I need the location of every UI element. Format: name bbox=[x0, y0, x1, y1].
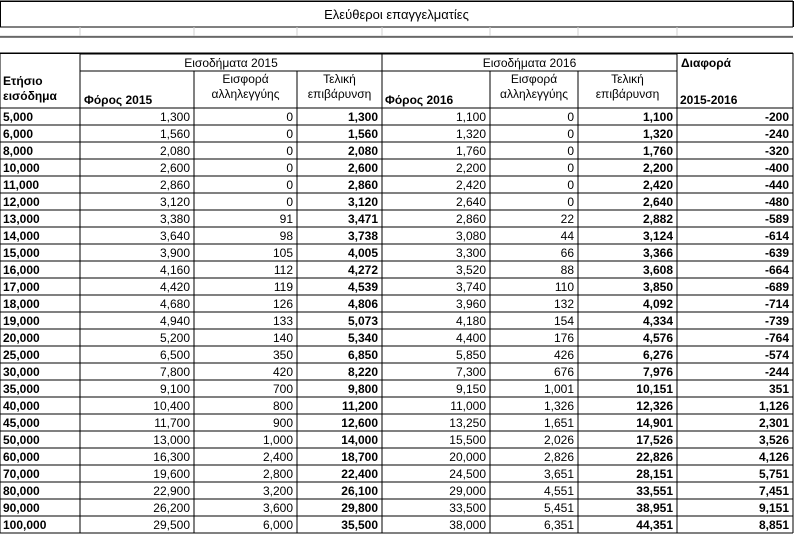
tax-2016-cell: 3,740 bbox=[455, 279, 486, 294]
tax-2015-cell: 22,900 bbox=[153, 483, 190, 498]
income-cell: 5,000 bbox=[3, 109, 34, 124]
solidarity-2016-cell: 2,026 bbox=[543, 432, 574, 447]
total-2015-cell: 2,600 bbox=[347, 160, 378, 175]
total-2015-cell: 26,100 bbox=[341, 483, 378, 498]
tax-2015-cell: 10,400 bbox=[153, 398, 190, 413]
total-2016-cell: 17,526 bbox=[636, 432, 673, 447]
solidarity-2015-cell: 6,000 bbox=[262, 517, 293, 532]
solidarity-2016-cell: 110 bbox=[554, 279, 574, 294]
total-2016-cell: 28,151 bbox=[636, 466, 673, 481]
tax-2016-cell: 2,200 bbox=[455, 160, 486, 175]
diff-cell: -764 bbox=[764, 330, 789, 345]
total-2015-cell: 29,800 bbox=[341, 500, 378, 515]
diff-cell: -200 bbox=[764, 109, 789, 124]
income-cell: 80,000 bbox=[3, 483, 40, 498]
group-header-2015: Εισοδήματα 2015 bbox=[184, 56, 278, 70]
total-2016-cell: 14,901 bbox=[636, 415, 673, 430]
tax-2015-cell: 4,160 bbox=[159, 262, 190, 277]
solidarity-2015-cell: 350 bbox=[272, 347, 293, 362]
tax-2016-cell: 13,250 bbox=[449, 415, 486, 430]
solidarity-2015-cell: 91 bbox=[279, 211, 293, 226]
total-2016-cell: 6,276 bbox=[642, 347, 673, 362]
total-2016-cell: 4,576 bbox=[642, 330, 673, 345]
solidarity-2016-cell: 88 bbox=[560, 262, 574, 277]
tax-2015-cell: 1,300 bbox=[159, 109, 190, 124]
tax-2015-cell: 19,600 bbox=[153, 466, 190, 481]
solidarity-2016-line2: αλληλεγγύης bbox=[500, 87, 568, 101]
income-cell: 6,000 bbox=[3, 126, 34, 141]
solidarity-2015-cell: 98 bbox=[279, 228, 293, 243]
diff-cell: -480 bbox=[764, 194, 789, 209]
solidarity-2015-cell: 3,600 bbox=[262, 500, 293, 515]
diff-cell: -639 bbox=[764, 245, 789, 260]
total-2015-cell: 4,005 bbox=[347, 245, 378, 260]
tax-2015-cell: 4,420 bbox=[159, 279, 190, 294]
solidarity-2016-cell: 1,326 bbox=[543, 398, 574, 413]
tax-2016-cell: 20,000 bbox=[449, 449, 486, 464]
tax-2015-cell: 1,560 bbox=[159, 126, 190, 141]
total-2015-cell: 2,080 bbox=[347, 143, 378, 158]
diff-cell: -400 bbox=[764, 160, 789, 175]
total-2015-cell: 1,560 bbox=[347, 126, 378, 141]
tax-2016-cell: 2,860 bbox=[455, 211, 486, 226]
total-2015-cell: 22,400 bbox=[341, 466, 378, 481]
tax-2015-cell: 29,500 bbox=[153, 517, 190, 532]
tax-2016-cell: 4,400 bbox=[455, 330, 486, 345]
solidarity-2016-cell: 44 bbox=[560, 228, 574, 243]
tax-2016-cell: 3,300 bbox=[455, 245, 486, 260]
solidarity-2016-cell: 1,001 bbox=[543, 381, 574, 396]
solidarity-2015-cell: 0 bbox=[286, 143, 293, 158]
tax-2016-cell: 3,080 bbox=[455, 228, 486, 243]
solidarity-2016-cell: 0 bbox=[567, 177, 574, 192]
total-2015-cell: 12,600 bbox=[341, 415, 378, 430]
total-2016-cell: 2,882 bbox=[642, 211, 673, 226]
total-2015-cell: 11,200 bbox=[341, 398, 378, 413]
sheet-title: Ελεύθεροι επαγγελματίες bbox=[324, 6, 469, 22]
tax-2015-cell: 3,900 bbox=[159, 245, 190, 260]
tax-2016-cell: 4,180 bbox=[455, 313, 486, 328]
income-cell: 60,000 bbox=[3, 449, 40, 464]
tax-2015-cell: 5,200 bbox=[159, 330, 190, 345]
total-2015-cell: 9,800 bbox=[347, 381, 378, 396]
total-2015-cell: 6,850 bbox=[347, 347, 378, 362]
solidarity-2015-cell: 140 bbox=[272, 330, 293, 345]
solidarity-2015-cell: 420 bbox=[272, 364, 293, 379]
tax-2015-cell: 7,800 bbox=[159, 364, 190, 379]
income-cell: 70,000 bbox=[3, 466, 40, 481]
diff-cell: -440 bbox=[764, 177, 789, 192]
total-2016-cell: 12,326 bbox=[636, 398, 673, 413]
total-2016-cell: 2,640 bbox=[642, 194, 673, 209]
solidarity-2016-cell: 22 bbox=[560, 211, 574, 226]
income-cell: 12,000 bbox=[3, 194, 40, 209]
solidarity-2016-cell: 176 bbox=[553, 330, 574, 345]
diff-cell: -714 bbox=[764, 296, 789, 311]
solidarity-2016-header bbox=[490, 72, 578, 108]
diff-cell: -574 bbox=[764, 347, 789, 362]
total-2016-cell: 2,420 bbox=[642, 177, 673, 192]
total-2016-line1: Τελική bbox=[611, 72, 644, 86]
tax-2016-cell: 9,150 bbox=[455, 381, 486, 396]
solidarity-2016-cell: 154 bbox=[553, 313, 574, 328]
total-2016-cell: 1,100 bbox=[642, 109, 673, 124]
total-2015-cell: 1,300 bbox=[347, 109, 378, 124]
total-2015-cell: 18,700 bbox=[341, 449, 378, 464]
group-header-2016: Εισοδήματα 2016 bbox=[482, 56, 577, 70]
tax-2015-cell: 6,500 bbox=[159, 347, 190, 362]
total-2016-cell: 4,334 bbox=[642, 313, 673, 328]
tax-2015-cell: 2,860 bbox=[159, 177, 190, 192]
total-2016-cell: 10,151 bbox=[636, 381, 673, 396]
tax-2015-cell: 3,120 bbox=[159, 194, 190, 209]
tax-2016-cell: 29,000 bbox=[449, 483, 486, 498]
solidarity-2015-cell: 0 bbox=[286, 194, 293, 209]
income-cell: 45,000 bbox=[3, 415, 40, 430]
tax-2016-cell: 1,100 bbox=[455, 109, 486, 124]
total-2015-line2: επιβάρυνση bbox=[307, 87, 372, 101]
total-2015-cell: 4,539 bbox=[347, 279, 378, 294]
tax-2016-cell: 38,000 bbox=[449, 517, 486, 532]
solidarity-2015-cell: 900 bbox=[272, 415, 293, 430]
solidarity-2016-cell: 3,651 bbox=[543, 466, 574, 481]
tax-2015-cell: 4,940 bbox=[159, 313, 190, 328]
total-2016-cell: 22,826 bbox=[636, 449, 673, 464]
tax-2015-cell: 26,200 bbox=[153, 500, 190, 515]
solidarity-2016-cell: 0 bbox=[567, 160, 574, 175]
tax-2015-cell: 3,640 bbox=[159, 228, 190, 243]
diff-cell: -689 bbox=[764, 279, 789, 294]
tax-2016-cell: 15,500 bbox=[449, 432, 486, 447]
total-2016-cell: 3,850 bbox=[642, 279, 673, 294]
total-2015-cell: 3,471 bbox=[347, 211, 378, 226]
income-cell: 35,000 bbox=[3, 381, 40, 396]
solidarity-2015-cell: 0 bbox=[286, 126, 293, 141]
tax-2016-cell: 5,850 bbox=[455, 347, 486, 362]
solidarity-2015-cell: 0 bbox=[286, 160, 293, 175]
total-2016-cell: 3,366 bbox=[642, 245, 673, 260]
total-2016-cell: 44,351 bbox=[636, 517, 673, 532]
solidarity-2015-cell: 0 bbox=[286, 109, 293, 124]
total-2015-cell: 4,806 bbox=[347, 296, 378, 311]
income-cell: 8,000 bbox=[3, 143, 34, 158]
diff-cell: 1,126 bbox=[758, 398, 789, 413]
diff-header: Διαφορά bbox=[681, 56, 732, 70]
total-2016-cell: 1,760 bbox=[642, 143, 673, 158]
tax-2016-cell: 11,000 bbox=[450, 398, 486, 413]
solidarity-2015-cell: 3,200 bbox=[262, 483, 293, 498]
total-2015-cell: 2,860 bbox=[347, 177, 378, 192]
total-2016-cell: 1,320 bbox=[642, 126, 673, 141]
total-2015-cell: 4,272 bbox=[347, 262, 378, 277]
solidarity-2015-cell: 2,800 bbox=[262, 466, 293, 481]
tax-2016-cell: 24,500 bbox=[449, 466, 486, 481]
solidarity-2015-line1: Εισφορά bbox=[222, 72, 269, 86]
tax-2015-cell: 11,700 bbox=[154, 415, 190, 430]
diff-cell: -664 bbox=[764, 262, 789, 277]
income-cell: 15,000 bbox=[3, 245, 40, 260]
tax-2015-cell: 16,300 bbox=[153, 449, 190, 464]
solidarity-2016-cell: 2,826 bbox=[543, 449, 574, 464]
income-cell: 50,000 bbox=[3, 432, 40, 447]
solidarity-2016-cell: 426 bbox=[553, 347, 574, 362]
solidarity-2015-cell: 0 bbox=[286, 177, 293, 192]
income-cell: 10,000 bbox=[3, 160, 40, 175]
diff-cell: -614 bbox=[764, 228, 789, 243]
diff-cell: 9,151 bbox=[758, 500, 789, 515]
solidarity-2015-line2: αλληλεγγύης bbox=[211, 87, 280, 101]
total-2016-cell: 3,124 bbox=[642, 228, 673, 243]
diff-cell: 2,301 bbox=[758, 415, 789, 430]
solidarity-2016-cell: 5,451 bbox=[543, 500, 574, 515]
tax-2015-cell: 4,680 bbox=[159, 296, 190, 311]
solidarity-2016-cell: 676 bbox=[553, 364, 574, 379]
total-2016-cell: 2,200 bbox=[642, 160, 673, 175]
total-2015-cell: 8,220 bbox=[347, 364, 378, 379]
income-cell: 13,000 bbox=[3, 211, 40, 226]
solidarity-2016-cell: 132 bbox=[553, 296, 574, 311]
tax-2016-cell: 7,300 bbox=[455, 364, 486, 379]
diff-cell: -320 bbox=[764, 143, 789, 158]
total-2015-line1: Τελική bbox=[323, 72, 356, 86]
income-header bbox=[0, 72, 80, 108]
tax-2015-cell: 3,380 bbox=[159, 211, 190, 226]
income-header-line1: Ετήσιο bbox=[3, 74, 43, 88]
income-cell: 40,000 bbox=[3, 398, 40, 413]
diff-cell: -244 bbox=[764, 364, 789, 379]
total-2015-cell: 35,500 bbox=[341, 517, 378, 532]
total-2015-cell: 5,073 bbox=[347, 313, 378, 328]
tax-2016-cell: 2,640 bbox=[455, 194, 486, 209]
total-2016-cell: 4,092 bbox=[642, 296, 673, 311]
tax-2015-cell: 9,100 bbox=[159, 381, 190, 396]
solidarity-2015-cell: 2,400 bbox=[262, 449, 293, 464]
solidarity-2016-cell: 4,551 bbox=[543, 483, 574, 498]
tax-2016-cell: 3,960 bbox=[455, 296, 486, 311]
diff-cell: 7,451 bbox=[758, 483, 789, 498]
tax-2016-cell: 3,520 bbox=[455, 262, 486, 277]
solidarity-2016-cell: 1,651 bbox=[543, 415, 574, 430]
income-cell: 16,000 bbox=[3, 262, 40, 277]
solidarity-2016-cell: 0 bbox=[567, 143, 574, 158]
income-cell: 100,000 bbox=[3, 517, 47, 532]
income-cell: 11,000 bbox=[3, 177, 40, 192]
income-cell: 25,000 bbox=[3, 347, 40, 362]
solidarity-2015-cell: 133 bbox=[272, 313, 293, 328]
total-2015-cell: 3,738 bbox=[347, 228, 378, 243]
diff-cell: 3,526 bbox=[758, 432, 789, 447]
solidarity-2016-cell: 0 bbox=[567, 126, 574, 141]
diff-period-header: 2015-2016 bbox=[680, 93, 738, 107]
solidarity-2016-cell: 6,351 bbox=[543, 517, 574, 532]
income-cell: 19,000 bbox=[3, 313, 40, 328]
income-cell: 20,000 bbox=[3, 330, 40, 345]
solidarity-2015-cell: 112 bbox=[273, 262, 293, 277]
income-cell: 18,000 bbox=[3, 296, 40, 311]
tax-2016-header: Φόρος 2016 bbox=[385, 93, 454, 107]
solidarity-2015-cell: 105 bbox=[272, 245, 293, 260]
tax-2015-cell: 2,600 bbox=[159, 160, 190, 175]
total-2016-header bbox=[578, 72, 677, 108]
total-2015-header bbox=[297, 72, 382, 108]
diff-cell: -240 bbox=[764, 126, 789, 141]
total-2016-cell: 3,608 bbox=[642, 262, 673, 277]
total-2015-cell: 5,340 bbox=[347, 330, 378, 345]
diff-cell: -739 bbox=[764, 313, 789, 328]
total-2015-cell: 14,000 bbox=[341, 432, 378, 447]
solidarity-2016-cell: 66 bbox=[560, 245, 574, 260]
solidarity-2015-cell: 126 bbox=[272, 296, 293, 311]
solidarity-2015-cell: 119 bbox=[273, 279, 293, 294]
total-2016-cell: 38,951 bbox=[636, 500, 673, 515]
total-2016-cell: 33,551 bbox=[636, 483, 673, 498]
total-2016-line2: επιβάρυνση bbox=[595, 87, 660, 101]
solidarity-2015-cell: 1,000 bbox=[262, 432, 293, 447]
total-2016-cell: 7,976 bbox=[642, 364, 673, 379]
income-cell: 90,000 bbox=[3, 500, 40, 515]
diff-cell: 8,851 bbox=[758, 517, 789, 532]
solidarity-2015-cell: 800 bbox=[272, 398, 293, 413]
total-2015-cell: 3,120 bbox=[347, 194, 378, 209]
income-cell: 30,000 bbox=[3, 364, 40, 379]
solidarity-2016-line1: Εισφορά bbox=[510, 72, 558, 86]
diff-cell: -589 bbox=[764, 211, 789, 226]
solidarity-2016-cell: 0 bbox=[567, 109, 574, 124]
tax-2016-cell: 2,420 bbox=[455, 177, 486, 192]
diff-cell: 5,751 bbox=[758, 466, 789, 481]
tax-2016-cell: 33,500 bbox=[449, 500, 486, 515]
income-header-line2: εισόδημα bbox=[3, 89, 57, 103]
solidarity-2015-cell: 700 bbox=[272, 381, 293, 396]
tax-2016-cell: 1,760 bbox=[455, 143, 486, 158]
income-cell: 14,000 bbox=[3, 228, 40, 243]
tax-2015-header: Φόρος 2015 bbox=[84, 93, 153, 107]
tax-2015-cell: 13,000 bbox=[153, 432, 190, 447]
solidarity-2015-header bbox=[194, 72, 297, 108]
tax-2016-cell: 1,320 bbox=[455, 126, 486, 141]
diff-cell: 4,126 bbox=[758, 449, 789, 464]
diff-cell: 351 bbox=[768, 381, 789, 396]
solidarity-2016-cell: 0 bbox=[567, 194, 574, 209]
tax-2015-cell: 2,080 bbox=[159, 143, 190, 158]
income-cell: 17,000 bbox=[3, 279, 40, 294]
